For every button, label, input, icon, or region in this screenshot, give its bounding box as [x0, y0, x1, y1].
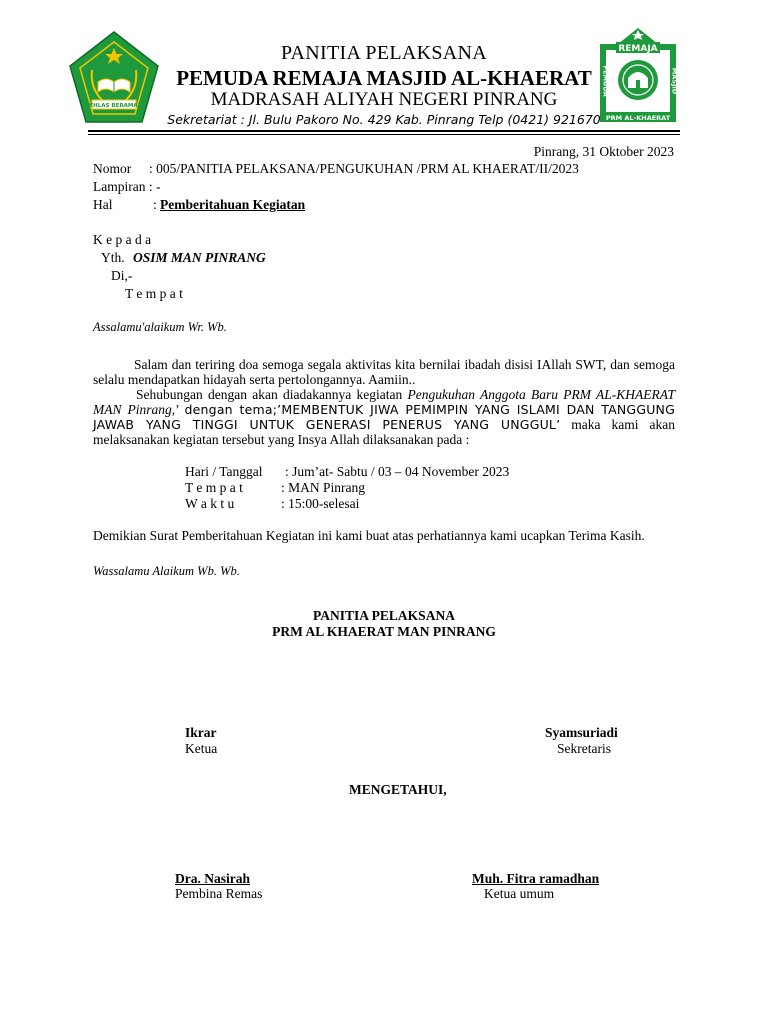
salam-open: Assalamu'alaikum Wr. Wb. — [93, 320, 227, 334]
sekretaris-title: Sekretaris — [557, 741, 611, 756]
closing-text: Demikian Surat Pemberitahuan Kegiatan ini kami buat atas perhatiannya kami ucapkan Terima Kasih. — [93, 528, 645, 543]
waktu-value: : 15:00-selesai — [281, 496, 360, 511]
hal-label: Hal — [93, 197, 113, 212]
paragraph-2-quote: ,’ — [171, 402, 179, 417]
paragraph-1: Salam dan teriring doa semoga segala aktivitas kita bernilai ibadah disisi IAllah SWT, dan semoga selalu mendapatkan hidayah serta pertolongannya. Aamiin.. — [93, 357, 675, 387]
hal-colon: : — [153, 197, 157, 212]
paragraph-2-theme: dengan tema;’MEMBENTUK JIWA PEMIMPIN YANG ISLAMI DAN TANGGUNG JAWAB YANG TINGGI UNTUK GENERASI PENERUS YANG UNGGUL’ — [93, 402, 675, 432]
yth-label: Yth. — [101, 250, 125, 265]
header-line3: MADRASAH ALIYAH NEGERI PINRANG — [210, 89, 558, 110]
ketua-umum-title: Ketua umum — [484, 886, 555, 901]
hari-value: : Jum’at- Sabtu / 03 – 04 November 2023 — [285, 464, 510, 479]
paragraph-2-event: Pengukuhan Anggota Baru PRM AL-KHAERAT MAN Pinrang — [93, 387, 676, 417]
logo-right-left-text: PEMUDA — [601, 65, 610, 97]
recipient-name: OSIM MAN PINRANG — [133, 250, 266, 265]
header-rule-thick — [88, 130, 680, 132]
kepada: K e p a d a — [93, 232, 152, 247]
ketua-umum-name: Muh. Fitra ramadhan — [472, 871, 600, 886]
mengetahui: MENGETAHUI, — [349, 782, 447, 797]
waktu-label: W a k t u — [185, 496, 235, 511]
org-line2: PRM AL KHAERAT MAN PINRANG — [272, 624, 496, 639]
logo-right-bottom-text: PRM AL-KHAERAT — [605, 114, 671, 122]
paragraph-2-intro: Sehubungan dengan akan diadakannya kegiatan — [136, 387, 403, 402]
nomor-value: : 005/PANITIA PELAKSANA/PENGUKUHAN /PRM AL KHAERAT/II/2023 — [149, 161, 579, 176]
pembina-title: Pembina Remas — [175, 886, 263, 901]
logo-right-top-text: REMAJA — [618, 44, 658, 54]
org-line1: PANITIA PELAKSANA — [313, 608, 455, 623]
paragraph-2 — [93, 387, 675, 447]
letter-date: Pinrang, 31 Oktober 2023 — [533, 144, 674, 159]
detail-tempat-label: T e m p a t — [185, 480, 243, 495]
tempat-label: T e m p a t — [125, 286, 183, 301]
di-label: Di,- — [111, 268, 133, 283]
pembina-name: Dra. Nasirah — [175, 871, 250, 886]
nomor-label: Nomor — [93, 161, 132, 176]
ketua-title: Ketua — [185, 741, 218, 756]
logo-right-right-text: MASJID — [670, 67, 679, 95]
header-address: Sekretariat : Jl. Bulu Pakoro No. 429 Kab. Pinrang Telp (0421) 921670 — [167, 112, 601, 127]
hari-label: Hari / Tanggal — [185, 464, 263, 479]
hal-value: Pemberitahuan Kegiatan — [160, 197, 306, 212]
detail-tempat-value: : MAN Pinrang — [281, 480, 365, 495]
lampiran: Lampiran : - — [93, 179, 161, 194]
header-line2: PEMUDA REMAJA MASJID AL-KHAERAT — [176, 66, 592, 90]
sekretaris-name: Syamsuriadi — [545, 725, 618, 740]
ketua-name: Ikrar — [185, 725, 217, 740]
salam-close: Wassalamu Alaikum Wb. Wb. — [93, 564, 240, 578]
paragraph-2-outro: maka kami akan melaksanakan kegiatan tersebut yang Insya Allah dilaksanakan pada : — [93, 417, 675, 447]
header-line1: PANITIA PELAKSANA — [280, 42, 488, 64]
header-rule-thin — [88, 134, 680, 135]
logo-ribbon-text: IKHLAS BERAMAL — [86, 103, 142, 109]
